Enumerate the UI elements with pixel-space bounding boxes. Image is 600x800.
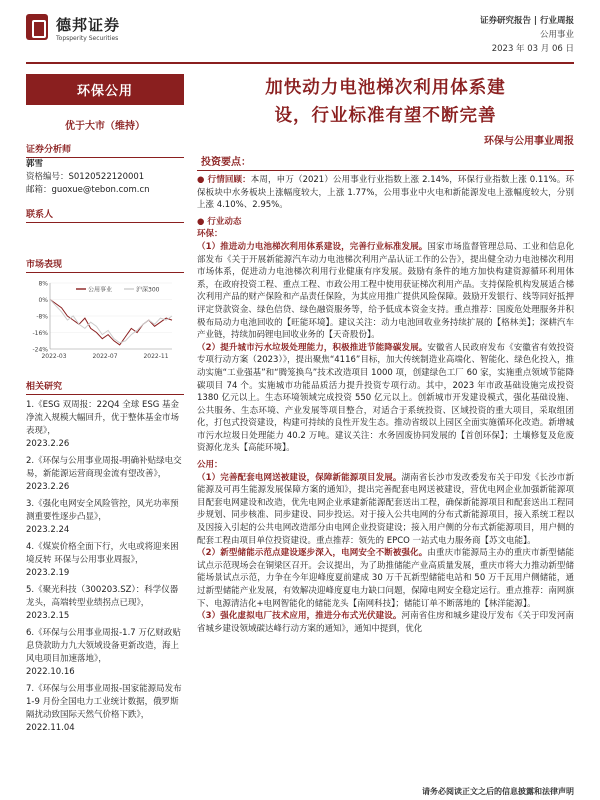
x-tick-label: 2022-11 <box>143 353 169 360</box>
logo-en-text: Topsperity Securities <box>56 35 119 42</box>
x-tick-label: 2022-07 <box>92 353 118 360</box>
related-item-date: 2023.2.24 <box>26 525 70 535</box>
series-line-1 <box>50 300 172 343</box>
related-item-date: 2023.2.26 <box>26 482 70 492</box>
related-item-title: 2.《环保与公用事业周报-明确补贴绿电交易，新能源运营商现金流有望改善》， <box>26 456 182 479</box>
related-item-date: 2023.2.19 <box>26 568 70 578</box>
series-line-0 <box>50 300 172 345</box>
contact-heading: 联系人 <box>26 207 184 223</box>
market-performance-chart <box>26 277 176 367</box>
market-review <box>197 174 574 212</box>
util-item-1 <box>197 472 574 548</box>
related-item-title: 7.《环保与公用事业周报-国家能源局发布 1-9 月份全国电力工业统计数据，俄罗斯隔扰动致国际天然气价格下跌》， <box>26 684 182 720</box>
tebon-logo-icon <box>26 14 48 40</box>
env-item-1-head: （1）推进动力电池梯次利用体系建设，完善行业标准发展。 <box>197 241 428 252</box>
related-heading: 相关研究 <box>26 379 184 395</box>
util-item-3 <box>197 610 574 635</box>
header-divider <box>26 62 574 64</box>
industry-dynamics-label: 行业动态 <box>207 216 242 227</box>
title-line-2: 设，行业标准有望不断完善 <box>274 106 497 126</box>
related-item-title: 1.《ESG 双周报：22Q4 全球 ESG 基金净流入规模大幅回升，优于整体基金市场表现》， <box>26 400 180 436</box>
analyst-license: 资格编号：S0120522120001 <box>26 172 145 182</box>
util-item-1-head: （1）完善配套电网送被建设，保障新能源项目发展。 <box>197 472 402 483</box>
legend-label: 沪深300 <box>136 286 160 294</box>
related-item[interactable] <box>26 399 184 451</box>
x-tick-label: 2022-03 <box>41 353 67 360</box>
market-heading: 市场表现 <box>26 257 184 273</box>
report-sector: 公用事业 <box>539 30 574 40</box>
env-item-1-body: 国家市场监督管理总局、工业和信息化部发布《关于开展新能源汽车动力电池梯次利用产品认证工作的公告》，提出健全动力电池梯次利用市场体系，促进动力电池梯次利用行业健康有序发展。鼓励有条件的地方加快构建资源循环利用体系，在政府投资工程、重点工程、市政公用工程中使用获证梯次利用产品。支持保险机构发展适合梯次利用产品的财产保险和产品责任保险，为其应用推广提供风险保障。鼓励开发银行、线等同好抵押评定贷款资金、绿色信贷、绿色融资服务等，给予低成本资金支持。重点推荐：国废危处理服务并积极布局动力电池回收的【旺能环境】。建议关注：动力电池回收业务持续扩展的【格林美】；深耕汽车产业链，持续加码锂电回收业务的【天奇股份】。 <box>197 241 574 341</box>
y-tick-label: -16% <box>32 330 48 337</box>
util-label: 公用： <box>197 460 223 471</box>
env-label: 环保： <box>197 229 223 240</box>
related-item-date: 2022.10.16 <box>26 667 75 677</box>
report-date: 2023 年 03 月 06 日 <box>491 44 574 54</box>
legend-label: 公用事业 <box>88 286 113 294</box>
related-item[interactable] <box>26 683 184 735</box>
sector-banner: 环保公用 <box>26 74 184 105</box>
disclaimer-note: 请务必阅读正文之后的信息披露和法律声明 <box>422 787 574 796</box>
related-item[interactable] <box>26 627 184 679</box>
industry-dynamics <box>197 216 574 229</box>
util-item-2 <box>197 547 574 610</box>
sidebar <box>26 74 184 739</box>
y-tick-label: 8% <box>38 280 48 288</box>
env-item-2-body: 安徽省人民政府发布《安徽省有效投资专项行动方案（2023）》，提出聚焦“4116”目标，加大传统制造业高端化、智能化、绿色化投入，推动实施“工业强基”和“腾笼换鸟”技术改造项目 1000 项，创建绿色工厂 60 家，实施重点领域节能降碳项目 74 个。实施城市功能品质活力提升投资专项行动。其中，2023 年市政基础设施完成投资 1380 亿元以上。生态环境领域完成投资 550 亿元以上。创新城市开发建设模式，强化基础设施、公共服务、生态环境、产业发展等项目整合，对适合于系统投资、区域投资的重大项目，采取组团化，打包式投资建设，构建可持续的良性开发生态。推动省级以上园区全面实施循环化改造。新增城市污水垃圾日处理能力 40.2 万吨。建议关注：水务固废协同发展的【首创环保】；土壤修复及危废资源化龙头【高能环境】。 <box>197 342 574 454</box>
market-review-text: 本周，申万（2021）公用事业行业指数上涨 2.14%，环保行业指数上涨 0.11%。环保板块中水务板块上涨幅度较大，上涨 1.77%，公用事业中火电和新能源发电上涨幅度较大，分别上涨 4.10%、2.95%。 <box>197 175 574 211</box>
report-type: 证券研究报告 | 行业周报 <box>479 16 574 26</box>
report-body <box>197 174 574 635</box>
analyst-heading: 证券分析师 <box>26 142 184 158</box>
logo-cn-text: 德邦证券 <box>56 16 121 34</box>
y-tick-label: 0% <box>38 297 48 304</box>
env-item-1 <box>197 241 574 342</box>
main-content <box>197 74 574 635</box>
report-subtitle: 环保与公用事业周报 <box>484 136 574 147</box>
rating: 优于大市（维持） <box>65 121 145 132</box>
related-item-title: 3.《强化电网安全风险管控，风光功率预测重要性逐步凸显》， <box>26 499 179 522</box>
related-item-title: 4.《煤炭价格全面下行，火电或将迎来困境反转 环保与公用事业周报》， <box>26 542 179 565</box>
related-item-date: 2023.2.15 <box>26 611 70 621</box>
related-item[interactable] <box>26 584 184 623</box>
bullet-icon: ● <box>197 216 208 227</box>
title-line-1: 加快动力电池梯次利用体系建 <box>265 78 506 98</box>
related-item[interactable] <box>26 498 184 537</box>
analyst-name: 郭雪 <box>26 159 44 169</box>
bullet-icon: ● <box>197 175 208 185</box>
report-header-info <box>480 14 574 56</box>
related-item-title: 6.《环保与公用事业周报-1.7 万亿财政贴息贷款助力九大领域设备更新改造，海上风电项目加速落地》， <box>26 628 181 664</box>
util-item-2-head: （2）新型储能示范点建设逐步深入，电网安全不断被强化。 <box>197 548 428 559</box>
related-item-title: 5.《聚光科技（300203.SZ）：科学仪器龙头，高端转型业绩拐点已现》， <box>26 585 179 608</box>
util-item-2-body: 由重庆市能源局主办的重庆市新型储能试点示范现场会在铜梁区召开。会议提出，为了助推储能产业高质量发展，重庆市将大力推动新型储能场景试点示范，力争在今年迎峰度夏前建成 30 万千瓦新型储能电站和 50 万千瓦用户侧储能，通过新型储能产业发展，有效解决迎峰度夏电力缺口问题，保障电网安全稳定运行。重点推荐：南网旗下、电源清洁化+电网智能化的储能龙头【南网科技】；储能订单不断落地的【林洋能源】。 <box>197 548 574 609</box>
util-item-1-body: 湖南省长沙市发改委发布关于印发《长沙市新能源及可再生能源发展保障方案的通知》，提出完善配套电网送被建设，营优电网企业加强新能源项目配套电网建设和改造，优先电网企业承建新能源配套送出工程，确保新能源项目和配套送出工程同步规划、同步核准、同步建设、同步投运。对于接入公共电网的分布式新能源项目，接入系统工程以及因接入引起的公共电网改造部分由电网企业投资建设；接入用户侧的分布式新能源项目，用户侧的配套工程由项目单位投资建设。重点推荐：领先的 EPCO 一站式电力服务商【苏文电能】。 <box>197 472 574 546</box>
analyst-email[interactable]: 邮箱：guoxue@tebon.com.cn <box>26 185 150 195</box>
related-item-date: 2023.2.26 <box>26 439 70 449</box>
related-item[interactable] <box>26 541 184 580</box>
related-item-date: 2022.11.04 <box>26 723 75 733</box>
y-tick-label: -8% <box>36 313 48 321</box>
y-tick-label: -24% <box>32 346 48 354</box>
tebon-logo <box>26 12 166 52</box>
env-item-2 <box>197 342 574 455</box>
key-points-heading: 投资要点： <box>197 151 574 171</box>
util-item-3-head: （3）强化虚拟电厂技术应用，推进分布式光伏建设。 <box>197 611 402 622</box>
market-review-label: 行情回顾： <box>207 175 251 185</box>
performance-chart-svg <box>26 277 176 367</box>
related-item[interactable] <box>26 455 184 494</box>
util-item-3-body: 河南省住房和城乡建设厅发布《关于印发河南省城乡建设领域碳达峰行动方案的通知》，通知中提到，优化 <box>197 611 574 634</box>
env-item-2-head: （2）提升城市污水垃圾处理能力，积极推进节能降碳发展。 <box>197 342 428 353</box>
related-research-list <box>26 399 184 735</box>
report-title <box>197 74 574 130</box>
